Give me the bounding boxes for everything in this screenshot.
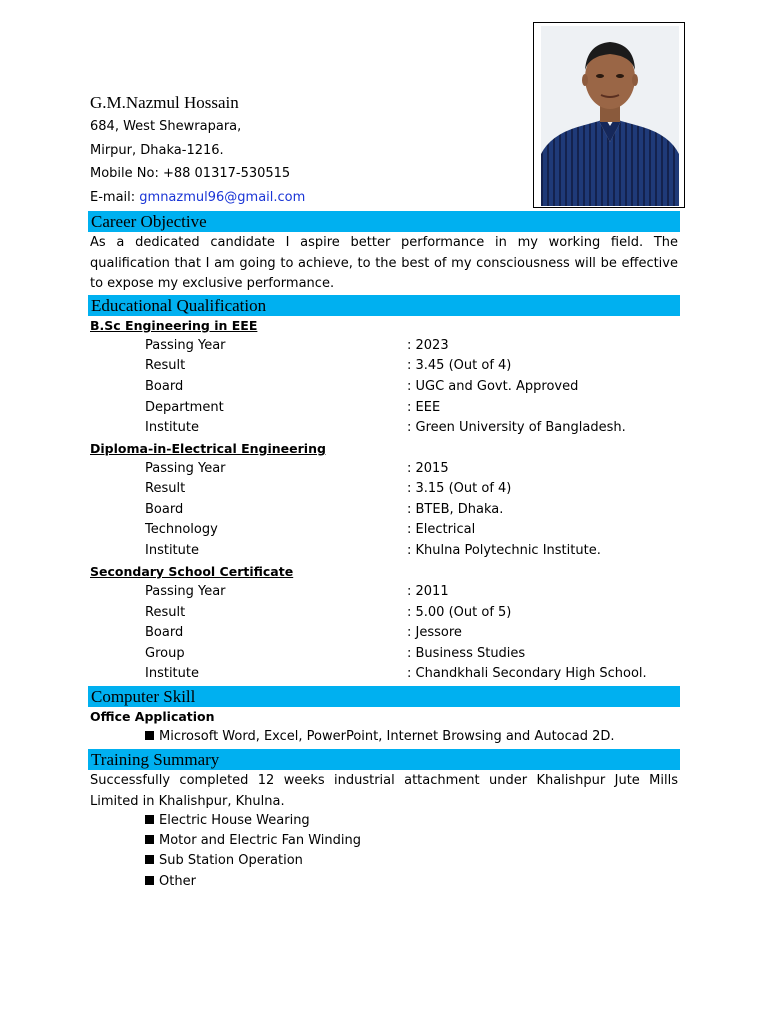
education-row — [145, 379, 685, 399]
education-row — [145, 605, 685, 625]
list-item-text: Sub Station Operation — [159, 853, 303, 868]
row-label: Result — [145, 605, 186, 620]
section-career-objective — [88, 211, 680, 232]
education-row — [145, 584, 685, 604]
black-square-bullet-icon — [145, 876, 154, 885]
education-row — [145, 522, 685, 542]
row-value: : Business Studies — [407, 646, 526, 661]
training-summary-text: Successfully completed 12 weeks industrial attachment under Khalishpur Jute Mills Limited in Khalishpur, Khulna. — [90, 773, 678, 809]
email-label: E-mail: — [90, 190, 140, 205]
row-value: : Khulna Polytechnic Institute. — [407, 543, 601, 558]
education-row — [145, 358, 685, 378]
section-training-summary — [88, 749, 680, 770]
black-square-bullet-icon — [145, 835, 154, 844]
row-value: : Electrical — [407, 522, 476, 537]
row-value: : 3.15 (Out of 4) — [407, 481, 512, 496]
candidate-name: G.M.Nazmul Hossain — [90, 93, 239, 112]
row-label: Department — [145, 400, 224, 415]
row-value: : UGC and Govt. Approved — [407, 379, 579, 394]
education-row — [145, 420, 685, 440]
section-education — [88, 295, 680, 316]
row-label: Group — [145, 646, 185, 661]
education-row — [145, 400, 685, 420]
mobile-number: Mobile No: +88 01317-530515 — [90, 166, 291, 181]
education-block-title: Diploma-in-Electrical Engineering — [90, 441, 326, 456]
row-value: : 2011 — [407, 584, 449, 599]
education-row — [145, 646, 685, 666]
row-value: : Chandkhali Secondary High School. — [407, 666, 647, 681]
address-line-2: Mirpur, Dhaka-1216. — [90, 143, 224, 158]
row-label: Passing Year — [145, 461, 226, 476]
education-row — [145, 481, 685, 501]
list-item — [145, 874, 196, 889]
section-heading: Career Objective — [91, 212, 207, 231]
row-value: : Green University of Bangladesh. — [407, 420, 626, 435]
row-value: : 2015 — [407, 461, 449, 476]
list-item — [145, 813, 310, 828]
section-computer-skill — [88, 686, 680, 707]
education-row — [145, 338, 685, 358]
row-label: Result — [145, 358, 186, 373]
profile-photo-frame — [533, 22, 685, 208]
education-block-title: B.Sc Engineering in EEE — [90, 318, 258, 333]
education-row — [145, 502, 685, 522]
section-heading: Computer Skill — [91, 687, 196, 706]
career-objective-text: As a dedicated candidate I aspire better performance in my working field. The qualification that I am going to achieve, to the best of my consciousness will be effective to expose my exclusive performance. — [90, 235, 678, 292]
list-item — [145, 729, 615, 744]
education-block-title: Secondary School Certificate — [90, 564, 294, 579]
row-value: : 5.00 (Out of 5) — [407, 605, 512, 620]
list-item — [145, 833, 361, 848]
row-value: : EEE — [407, 400, 441, 415]
row-label: Passing Year — [145, 338, 226, 353]
section-heading: Educational Qualification — [91, 296, 267, 315]
row-label: Board — [145, 379, 184, 394]
education-row — [145, 625, 685, 645]
row-label: Passing Year — [145, 584, 226, 599]
address-line-1: 684, West Shewrapara, — [90, 119, 242, 134]
row-value: : Jessore — [407, 625, 462, 640]
list-item — [145, 853, 303, 868]
row-label: Institute — [145, 666, 199, 681]
education-row — [145, 543, 685, 563]
profile-photo — [541, 26, 679, 206]
row-value: : 3.45 (Out of 4) — [407, 358, 512, 373]
list-item-text: Other — [159, 874, 196, 889]
education-row — [145, 666, 685, 686]
email-link[interactable]: gmnazmul96@gmail.com — [139, 190, 306, 205]
list-item-text: Microsoft Word, Excel, PowerPoint, Internet Browsing and Autocad 2D. — [159, 729, 615, 744]
section-heading: Training Summary — [91, 750, 220, 769]
email-line — [90, 190, 305, 205]
black-square-bullet-icon — [145, 815, 154, 824]
black-square-bullet-icon — [145, 855, 154, 864]
row-label: Board — [145, 502, 184, 517]
row-label: Board — [145, 625, 184, 640]
education-row — [145, 461, 685, 481]
list-item-text: Motor and Electric Fan Winding — [159, 833, 361, 848]
row-label: Institute — [145, 543, 199, 558]
black-square-bullet-icon — [145, 731, 154, 740]
computer-skill-subheading: Office Application — [90, 709, 215, 724]
row-label: Institute — [145, 420, 199, 435]
list-item-text: Electric House Wearing — [159, 813, 310, 828]
row-label: Result — [145, 481, 186, 496]
row-label: Technology — [145, 522, 218, 537]
row-value: : 2023 — [407, 338, 449, 353]
row-value: : BTEB, Dhaka. — [407, 502, 504, 517]
